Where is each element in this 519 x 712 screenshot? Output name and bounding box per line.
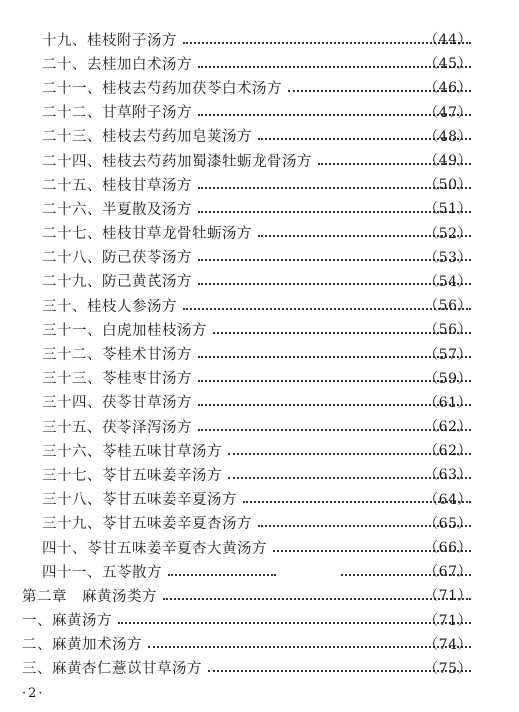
toc-entry-title: 二十二、甘草附子汤方 xyxy=(42,105,192,122)
toc-entry xyxy=(0,100,519,124)
toc-entry-page: （51） xyxy=(424,201,472,218)
toc-entry-title: 二十、去桂加白术汤方 xyxy=(42,56,192,73)
toc-entry-title: 二十四、桂枝去芍药加蜀漆牡蛎龙骨汤方 xyxy=(42,153,312,170)
toc-entry-title: 二十七、桂枝甘草龙骨牡蛎汤方 xyxy=(42,226,252,243)
toc-entry-page: （45） xyxy=(424,56,472,73)
toc-entry xyxy=(0,535,519,559)
toc-entry-page: （48） xyxy=(424,128,472,145)
toc-entry-title: 三十二、苓桂术甘汤方 xyxy=(42,347,192,364)
toc-entry-page: （62） xyxy=(424,419,472,436)
toc-entry-title: 二十三、桂枝去芍药加皂荚汤方 xyxy=(42,129,252,146)
toc-entry-page: （44） xyxy=(424,32,472,49)
toc-entry xyxy=(0,27,519,51)
toc-entry xyxy=(0,462,519,486)
toc-entry-title: 三十五、茯苓泽泻汤方 xyxy=(42,419,192,436)
toc-entry xyxy=(0,366,519,390)
toc-entry xyxy=(0,511,519,535)
toc-entry xyxy=(0,608,519,632)
toc-entry xyxy=(0,390,519,414)
toc-entry-page: （65） xyxy=(424,515,472,532)
toc-entry-title: 二、麻黄加术汤方 xyxy=(22,637,142,654)
toc-entry-title: 十九、桂枝附子汤方 xyxy=(42,32,177,49)
toc-entry xyxy=(0,51,519,75)
toc-entry xyxy=(0,75,519,99)
toc-entry xyxy=(0,317,519,341)
toc-entry-title: 三十七、苓甘五味姜辛汤方 xyxy=(42,467,222,484)
toc-entry xyxy=(0,293,519,317)
toc-entry-title: 三十四、茯苓甘草汤方 xyxy=(42,395,192,412)
leader-dots xyxy=(118,621,471,624)
chapter-title: 第二章 麻黄汤类方 xyxy=(22,588,157,605)
toc-entry-page: （74） xyxy=(424,636,472,653)
toc-entry-page: （59） xyxy=(424,370,472,387)
toc-entry-title: 二十六、半夏散及汤方 xyxy=(42,201,192,218)
toc-entry xyxy=(0,221,519,245)
toc-entry xyxy=(0,196,519,220)
toc-entry xyxy=(0,341,519,365)
toc-entry xyxy=(0,656,519,680)
toc-entry xyxy=(0,245,519,269)
toc-entry-title: 二十八、防己茯苓汤方 xyxy=(42,250,192,267)
toc-entry-page: （67） xyxy=(424,564,472,581)
toc-entry xyxy=(0,172,519,196)
toc-entry xyxy=(0,438,519,462)
chapter-page: （71） xyxy=(424,588,472,605)
toc-entry-page: （47） xyxy=(424,104,472,121)
toc-chapter-heading xyxy=(0,583,519,607)
toc-entry-page: （62） xyxy=(424,443,472,460)
toc-entry-page: （46） xyxy=(424,80,472,97)
toc-entry xyxy=(0,414,519,438)
page-number: ·2· xyxy=(22,686,45,701)
toc-entry-title: 三十八、苓甘五味姜辛夏汤方 xyxy=(42,492,237,509)
toc-entry-title: 三十三、苓桂枣甘汤方 xyxy=(42,371,192,388)
toc-entry-page: （56） xyxy=(424,298,472,315)
toc-entry-title: 三十、桂枝人参汤方 xyxy=(42,298,177,315)
toc-entry-title: 二十一、桂枝去芍药加茯苓白术汤方 xyxy=(42,80,282,97)
toc-entry-title: 四十一、五苓散方 xyxy=(42,564,162,581)
toc-entry-page: （61） xyxy=(424,394,472,411)
toc-entry xyxy=(0,269,519,293)
toc-entry-page: （64） xyxy=(424,491,472,508)
toc-entry-page: （49） xyxy=(424,153,472,170)
toc-entry-page: （52） xyxy=(424,225,472,242)
toc-entry-page: （75） xyxy=(424,660,472,677)
toc-entry xyxy=(0,559,519,583)
toc-entry-page: （54） xyxy=(424,273,472,290)
toc-entry-title: 四十、苓甘五味姜辛夏杏大黄汤方 xyxy=(42,540,267,557)
toc-entry-page: （50） xyxy=(424,177,472,194)
toc-entry-title: 三十九、苓甘五味姜辛夏杏汤方 xyxy=(42,516,252,533)
toc-entry-page: （63） xyxy=(424,467,472,484)
leader-dots xyxy=(148,645,471,648)
toc-entry-page: （56） xyxy=(424,322,472,339)
toc-entry-page: （66） xyxy=(424,540,472,557)
toc-entry-page: （57） xyxy=(424,346,472,363)
toc-entry xyxy=(0,632,519,656)
toc-entry-title: 三、麻黄杏仁薏苡甘草汤方 xyxy=(22,661,202,678)
table-of-contents xyxy=(0,27,519,680)
toc-entry xyxy=(0,487,519,511)
toc-entry xyxy=(0,124,519,148)
toc-entry-title: 一、麻黄汤方 xyxy=(22,613,112,630)
toc-entry-title: 三十六、苓桂五味甘草汤方 xyxy=(42,443,222,460)
toc-entry-title: 二十五、桂枝甘草汤方 xyxy=(42,177,192,194)
toc-entry-title: 二十九、防己黄芪汤方 xyxy=(42,274,192,291)
toc-entry-page: （53） xyxy=(424,249,472,266)
toc-entry xyxy=(0,148,519,172)
toc-entry-page: （71） xyxy=(424,612,472,629)
toc-entry-title: 三十一、白虎加桂枝汤方 xyxy=(42,322,207,339)
leader-dots xyxy=(168,573,276,576)
